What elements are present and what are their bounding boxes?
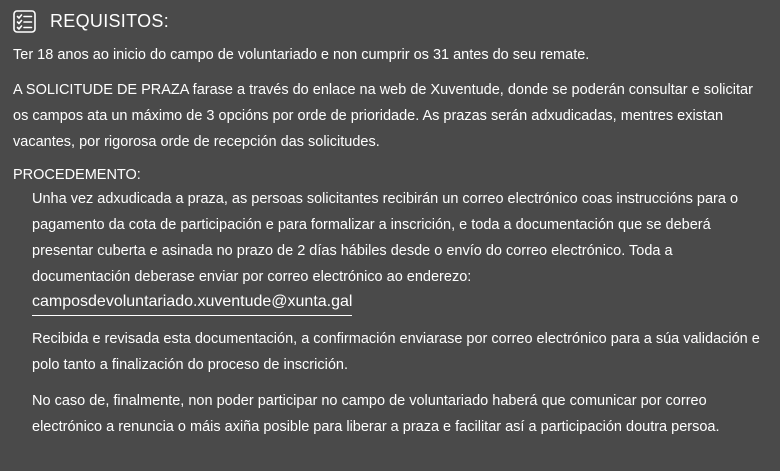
- age-requirement: Ter 18 anos ao inicio do campo de voluntariado e non cumprir os 31 antes do seu remate.: [13, 47, 590, 63]
- contact-email[interactable]: camposdevoluntariado.xuventude@xunta.gal: [32, 290, 352, 316]
- procedure-label: PROCEDEMENTO:: [13, 167, 141, 183]
- section-header: [13, 8, 768, 34]
- procedure-step-3: No caso de, finalmente, non poder participar no campo de voluntariado haberá que comunicar por correo electrónico a renuncia o máis axiña posible para liberar a praza e facilitar así a participación doutra persoa.: [32, 393, 720, 435]
- procedure-steps: [13, 186, 768, 440]
- procedure-step-1: Unha vez adxudicada a praza, as persoas solicitantes recibirán un correo electrónico coas instruccións para o pagamento da cota de participación e para formalizar a inscrición, e toda a documentación que se deberá presentar cuberta e asinada no prazo de 2 días hábiles desde o envío do correo electrónico. Toda a documentación deberase enviar por correo electrónico ao enderezo:: [32, 191, 739, 285]
- checklist-icon: [13, 10, 36, 33]
- section-title: REQUISITOS:: [50, 11, 169, 31]
- procedure-step-2: Recibida e revisada esta documentación, a confirmación enviarase por correo electrónico para a súa validación e polo tanto a finalización do proceso de inscrición.: [32, 331, 760, 373]
- application-info: A SOLICITUDE DE PRAZA farase a través do enlace na web de Xuventude, donde se poderán consultar e solicitar os campos ata un máximo de 3 opcións por orde de prioridade. As prazas serán adxudicadas, mentres existan vacantes, por rigorosa orde de recepción das solicitudes.: [13, 82, 753, 150]
